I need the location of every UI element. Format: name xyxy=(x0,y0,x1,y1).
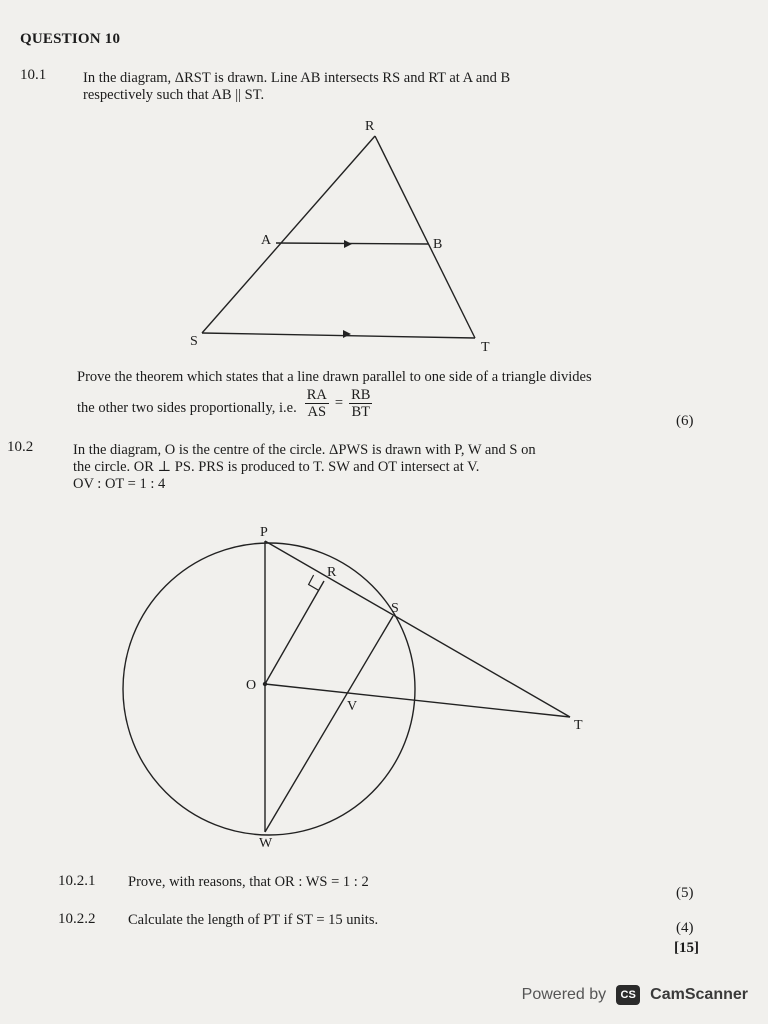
question-10-2-line2: the circle. OR ⊥ PS. PRS is produced to T. SW and OT intersect at V. xyxy=(73,459,480,475)
subquestion-text-10-2-2: Calculate the length of PT if ST = 15 units. xyxy=(128,912,379,928)
fraction-bt: BT xyxy=(351,404,371,420)
fraction-as: AS xyxy=(307,404,327,420)
side-rt xyxy=(375,136,475,338)
subquestion-text-10-2-1: Prove, with reasons, that OR : WS = 1 : 2 xyxy=(128,874,369,890)
question-10-1-line1: In the diagram, ΔRST is drawn. Line AB intersects RS and RT at A and B xyxy=(83,70,511,86)
label-s-circle: S xyxy=(391,601,399,616)
question-number-10-1: 10.1 xyxy=(20,67,47,83)
right-angle-marker xyxy=(309,575,319,591)
fraction-rb: RB xyxy=(351,387,371,403)
label-a: A xyxy=(261,233,272,248)
subquestion-number-10-2-1: 10.2.1 xyxy=(58,873,96,889)
prove-line2: the other two sides proportionally, i.e. xyxy=(77,400,297,416)
parallel-arrow-ab xyxy=(344,240,352,248)
camscanner-logo-icon: CS xyxy=(616,985,640,1005)
question-10-2-line3: OV : OT = 1 : 4 xyxy=(73,476,166,492)
line-ot xyxy=(265,684,570,717)
line-ws xyxy=(265,616,393,832)
line-pt xyxy=(265,541,570,717)
centre-point-o xyxy=(263,682,267,686)
camscanner-watermark xyxy=(522,985,748,1005)
fraction-ra: RA xyxy=(306,387,327,403)
triangle-rst-diagram xyxy=(190,119,490,355)
label-t: T xyxy=(481,340,490,355)
prove-statement xyxy=(77,369,677,386)
fraction-ra-as xyxy=(305,387,329,420)
marks-10-1: (6) xyxy=(676,413,694,429)
camscanner-brand: CamScanner xyxy=(650,986,748,1003)
total-marks: [15] xyxy=(674,940,699,956)
parallel-arrow-st xyxy=(343,330,351,338)
label-w: W xyxy=(259,836,273,851)
label-o: O xyxy=(246,678,257,693)
line-ab xyxy=(276,243,428,244)
marks-10-2-1: (5) xyxy=(676,885,694,901)
equals-sign: = xyxy=(334,395,344,411)
label-r-circle: R xyxy=(327,565,337,580)
subquestion-number-10-2-2: 10.2.2 xyxy=(58,911,96,927)
label-v: V xyxy=(347,699,358,714)
label-t-circle: T xyxy=(574,718,583,733)
fraction-rb-bt xyxy=(349,387,372,420)
circle xyxy=(123,543,415,835)
label-s: S xyxy=(190,334,198,349)
question-10-2-line1: In the diagram, O is the centre of the circle. ΔPWS is drawn with P, W and S on xyxy=(73,442,536,458)
label-r: R xyxy=(365,119,375,134)
side-rs xyxy=(202,136,375,333)
powered-by-text: Powered by xyxy=(521,986,607,1003)
question-10-1-line2: respectively such that AB || ST. xyxy=(83,87,265,103)
question-title: QUESTION 10 xyxy=(20,31,121,47)
line-or xyxy=(265,581,324,684)
label-p: P xyxy=(260,525,268,540)
side-st xyxy=(202,333,475,338)
marks-10-2-2: (4) xyxy=(676,920,694,936)
question-10-2-text xyxy=(73,442,653,493)
question-number-10-2: 10.2 xyxy=(7,439,34,455)
label-b: B xyxy=(433,237,443,252)
proportion-statement xyxy=(77,387,374,420)
circle-diagram xyxy=(123,525,583,851)
prove-line1: Prove the theorem which states that a line drawn parallel to one side of a triangle divides xyxy=(77,369,592,385)
